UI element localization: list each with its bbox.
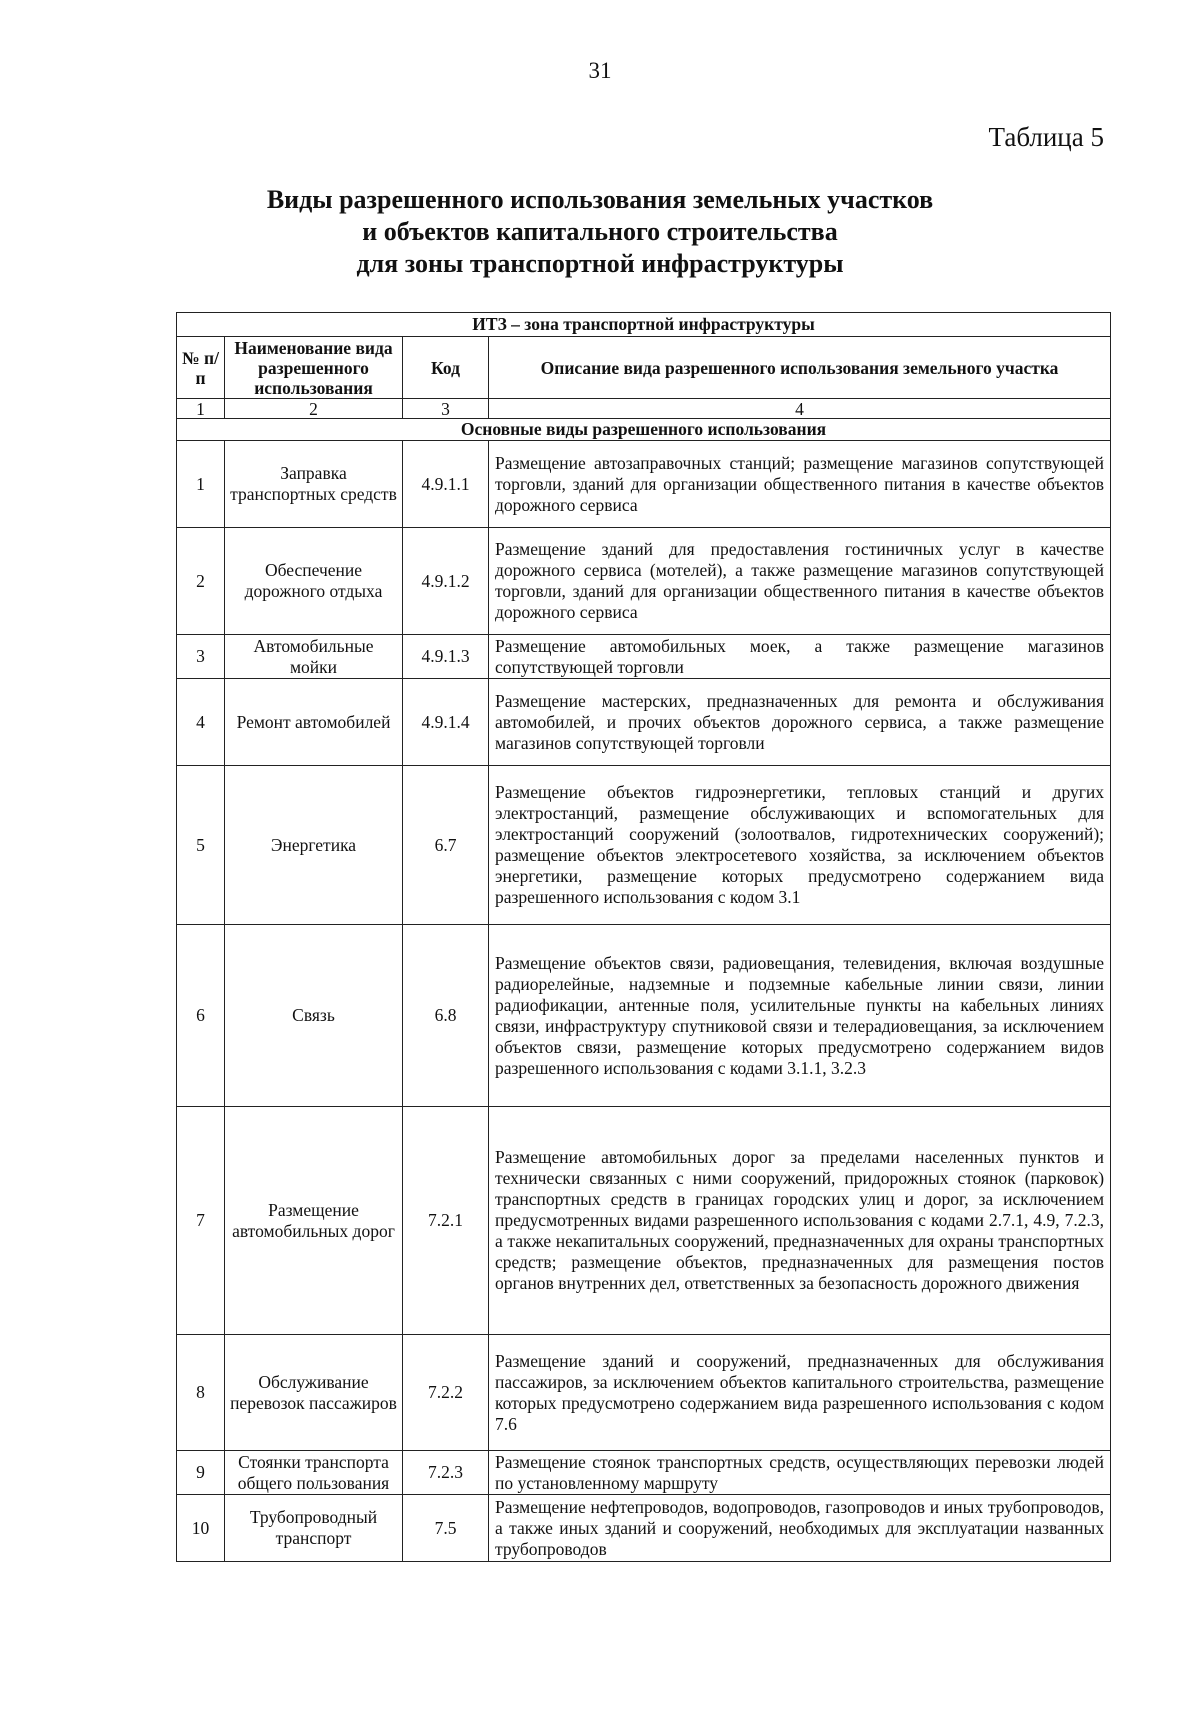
column-header-code: Код	[403, 337, 489, 399]
column-index-row	[177, 399, 1111, 419]
column-index: 4	[489, 399, 1111, 419]
table-row	[177, 925, 1111, 1107]
use-name: Трубопроводный транспорт	[225, 1495, 403, 1562]
use-description: Размещение автозаправочных станций; размещение магазинов сопутствующей торговли, зданий для организации общественного питания в качестве объектов дорожного сервиса	[489, 441, 1111, 528]
use-description: Размещение автомобильных моек, а также размещение магазинов сопутствующей торговли	[489, 635, 1111, 679]
use-name: Стоянки транспорта общего пользования	[225, 1451, 403, 1495]
row-number: 10	[177, 1495, 225, 1562]
row-number: 8	[177, 1335, 225, 1451]
use-name: Заправка транспортных средств	[225, 441, 403, 528]
title-line-2: и объектов капитального строительства	[362, 217, 838, 246]
row-number: 5	[177, 766, 225, 925]
section-title: Основные виды разрешенного использования	[177, 419, 1111, 441]
zone-header-row	[177, 313, 1111, 337]
table-label: Таблица 5	[988, 122, 1104, 152]
document-title	[0, 184, 1200, 280]
row-number: 1	[177, 441, 225, 528]
use-code: 4.9.1.3	[403, 635, 489, 679]
table-row	[177, 635, 1111, 679]
table-row	[177, 441, 1111, 528]
use-description: Размещение зданий и сооружений, предназначенных для обслуживания пассажиров, за исключением объектов капитального строительства, размещение которых предусмотрено содержанием вида разрешенного использования с кодом 7.6	[489, 1335, 1111, 1451]
row-number: 9	[177, 1451, 225, 1495]
use-code: 4.9.1.4	[403, 679, 489, 766]
title-line-1: Виды разрешенного использования земельных участков	[266, 185, 934, 214]
section-header-row	[177, 419, 1111, 441]
use-code: 7.2.1	[403, 1107, 489, 1335]
use-name: Обслуживание перевозок пассажиров	[225, 1335, 403, 1451]
use-description: Размещение объектов гидроэнергетики, тепловых станций и других электростанций, размещение обслуживающих и вспомогательных для электростанций сооружений (золоотвалов, гидротехнических сооружений); размещение объектов электросетевого хозяйства, за исключением объектов энергетики, размещение которых предусмотрено содержанием вида разрешенного использования с кодом 3.1	[489, 766, 1111, 925]
column-header-row	[177, 337, 1111, 399]
use-name: Автомобильные мойки	[225, 635, 403, 679]
row-number: 7	[177, 1107, 225, 1335]
use-description: Размещение объектов связи, радиовещания, телевидения, включая воздушные радиорелейные, надземные и подземные кабельные линии связи, линии радиофикации, антенные поля, усилительные пункты на кабельных линиях связи, инфраструктуру спутниковой связи и телерадиовещания, за исключением объектов связи, размещение которых предусмотрено содержанием видов разрешенного использования с кодами 3.1.1, 3.2.3	[489, 925, 1111, 1107]
title-line-3: для зоны транспортной инфраструктуры	[356, 249, 844, 278]
page-number: 31	[588, 58, 612, 83]
use-description: Размещение автомобильных дорог за пределами населенных пунктов и технически связанных с ними сооружений, придорожных стоянок (парковок) транспортных средств в границах городских улиц и дорог, за исключением предусмотренных видами разрешенного использования с кодами 2.7.1, 4.9, 7.2.3, а также некапитальных сооружений, предназначенных для охраны транспортных средств; размещение объектов, предназначенных для размещения постов органов внутренних дел, ответственных за безопасность дорожного движения	[489, 1107, 1111, 1335]
table-row	[177, 679, 1111, 766]
zone-header: ИТЗ – зона транспортной инфраструктуры	[177, 313, 1111, 337]
use-name: Обеспечение дорожного отдыха	[225, 528, 403, 635]
column-header-desc: Описание вида разрешенного использования земельного участка	[489, 337, 1111, 399]
use-description: Размещение стоянок транспортных средств, осуществляющих перевозки людей по установленному маршруту	[489, 1451, 1111, 1495]
use-code: 7.2.3	[403, 1451, 489, 1495]
use-name: Размещение автомобильных дорог	[225, 1107, 403, 1335]
row-number: 2	[177, 528, 225, 635]
use-code: 7.2.2	[403, 1335, 489, 1451]
use-code: 6.8	[403, 925, 489, 1107]
column-header-num: № п/п	[177, 337, 225, 399]
use-code: 6.7	[403, 766, 489, 925]
use-name: Энергетика	[225, 766, 403, 925]
row-number: 6	[177, 925, 225, 1107]
use-description: Размещение мастерских, предназначенных для ремонта и обслуживания автомобилей, и прочих объектов дорожного сервиса, а также размещение магазинов сопутствующей торговли	[489, 679, 1111, 766]
use-code: 4.9.1.2	[403, 528, 489, 635]
table-row	[177, 1107, 1111, 1335]
column-index: 1	[177, 399, 225, 419]
column-header-name: Наименование вида разрешенного использования	[225, 337, 403, 399]
table-row	[177, 766, 1111, 925]
column-index: 2	[225, 399, 403, 419]
use-description: Размещение нефтепроводов, водопроводов, газопроводов и иных трубопроводов, а также иных зданий и сооружений, необходимых для эксплуатации названных трубопроводов	[489, 1495, 1111, 1562]
row-number: 3	[177, 635, 225, 679]
use-code: 4.9.1.1	[403, 441, 489, 528]
column-index: 3	[403, 399, 489, 419]
use-description: Размещение зданий для предоставления гостиничных услуг в качестве дорожного сервиса (мотелей), а также размещение магазинов сопутствующей торговли, зданий для организации общественного питания в качестве объектов дорожного сервиса	[489, 528, 1111, 635]
use-name: Связь	[225, 925, 403, 1107]
table-row	[177, 1495, 1111, 1562]
use-name: Ремонт автомобилей	[225, 679, 403, 766]
use-code: 7.5	[403, 1495, 489, 1562]
table-row	[177, 1335, 1111, 1451]
row-number: 4	[177, 679, 225, 766]
land-use-table	[176, 312, 1111, 1562]
table-row	[177, 528, 1111, 635]
table-row	[177, 1451, 1111, 1495]
